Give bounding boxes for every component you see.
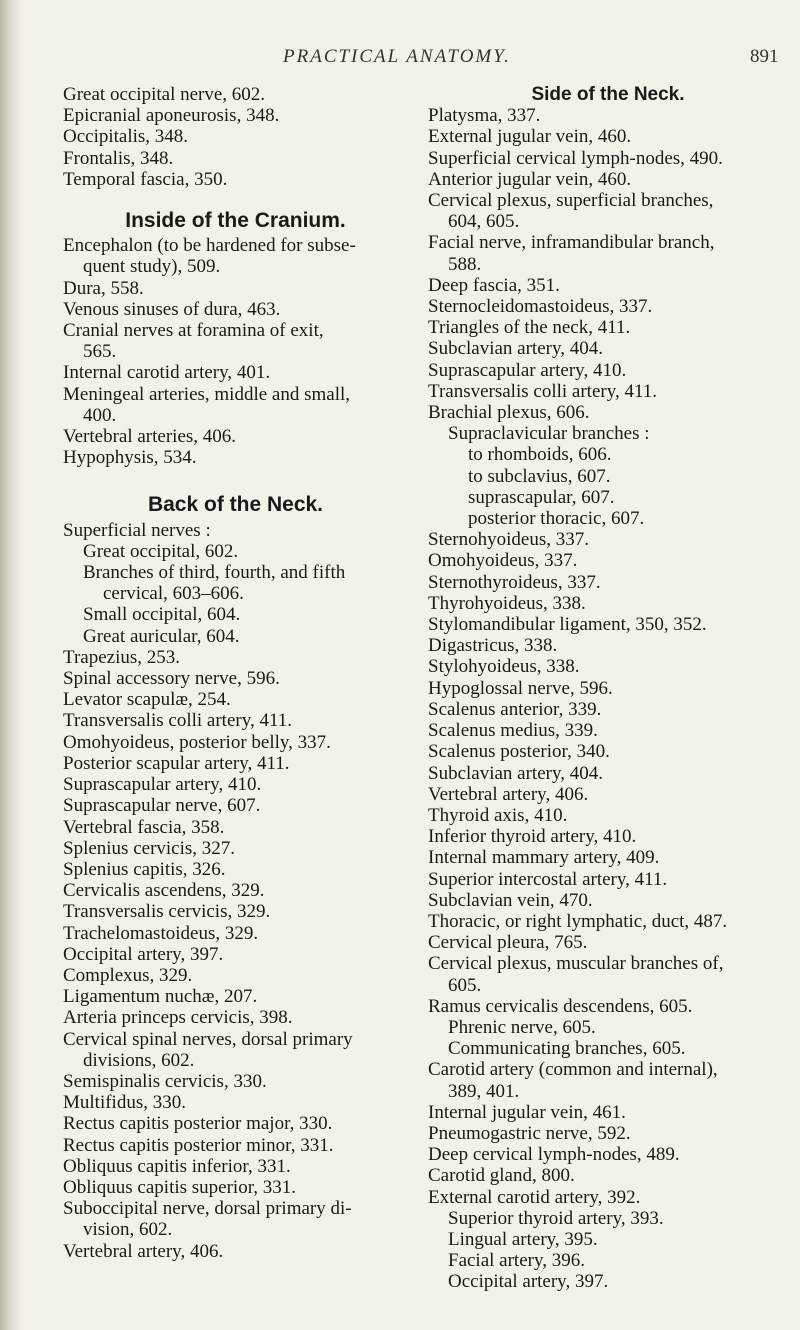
index-entry: Encephalon (to be hardened for subse- — [63, 235, 356, 257]
index-entry: Vertebral arteries, 406. — [63, 426, 237, 448]
index-entry: 565. — [83, 341, 117, 363]
index-entry: Superior intercostal artery, 411. — [428, 868, 668, 890]
index-entry: External carotid artery, 392. — [428, 1186, 641, 1208]
index-entry: Communicating branches, 605. — [448, 1038, 686, 1060]
index-entry: Inferior thyroid artery, 410. — [428, 826, 637, 848]
index-entry: Ligamentum nuchæ, 207. — [63, 986, 258, 1008]
index-entry: Great auricular, 604. — [83, 625, 240, 647]
index-entry: Omohyoideus, 337. — [428, 550, 578, 572]
index-entry: Complexus, 329. — [63, 964, 193, 986]
index-entry: Venous sinuses of dura, 463. — [63, 298, 281, 320]
index-entry: Occipital artery, 397. — [448, 1271, 609, 1293]
index-entry: Suprascapular artery, 410. — [428, 359, 627, 381]
index-entry: Semispinalis cervicis, 330. — [63, 1070, 267, 1092]
index-entry: Suprascapular nerve, 607. — [63, 795, 261, 817]
index-entry: to subclavius, 607. — [468, 465, 611, 487]
index-entry: Splenius capitis, 326. — [63, 858, 226, 880]
index-entry: to rhomboids, 606. — [468, 444, 612, 466]
index-entry: Great occipital nerve, 602. — [63, 84, 266, 105]
index-entry: Great occipital, 602. — [83, 540, 239, 562]
index-entry: Thyroid axis, 410. — [428, 804, 568, 826]
page-number: 891 — [750, 46, 779, 67]
index-entry: Sternohyoideus, 337. — [428, 529, 589, 551]
index-entry: Pneumogastric nerve, 592. — [428, 1122, 631, 1144]
index-entry: External jugular vein, 460. — [428, 126, 632, 148]
left-block-cranium — [63, 235, 408, 468]
index-entry: Internal jugular vein, 461. — [428, 1101, 626, 1123]
index-entry: Subclavian vein, 470. — [428, 889, 593, 911]
index-entry: Anterior jugular vein, 460. — [428, 168, 632, 190]
index-entry: Brachial plexus, 606. — [428, 402, 590, 424]
index-entry: Digastricus, 338. — [428, 635, 558, 657]
index-entry: Thyrohyoideus, 338. — [428, 592, 586, 614]
index-entry: 604, 605. — [448, 211, 520, 233]
index-entry: Hypophysis, 534. — [63, 447, 197, 469]
index-entry: Platysma, 337. — [428, 105, 541, 127]
index-entry: Levator scapulæ, 254. — [63, 689, 231, 711]
index-entry: quent study), 509. — [83, 256, 221, 278]
index-entry: Dura, 558. — [63, 277, 144, 299]
index-entry: Rectus capitis posterior minor, 331. — [63, 1134, 334, 1156]
index-entry: Branches of third, fourth, and fifth — [83, 562, 346, 584]
index-entry: Stylohyoideus, 338. — [428, 656, 580, 678]
index-entry: Scalenus medius, 339. — [428, 720, 598, 742]
index-entry: Transversalis colli artery, 411. — [428, 380, 658, 402]
left-block-back-neck — [63, 520, 408, 1262]
heading-side-of-neck: Side of the Neck. — [531, 84, 685, 105]
index-entry: 389, 401. — [448, 1080, 520, 1102]
index-entry: Obliquus capitis inferior, 331. — [63, 1155, 291, 1177]
index-entry: Suprascapular artery, 410. — [63, 774, 262, 796]
index-entry: Subclavian artery, 404. — [428, 762, 603, 784]
index-entry: Internal mammary artery, 409. — [428, 847, 660, 869]
index-entry: Cervicalis ascendens, 329. — [63, 880, 265, 902]
index-entry: Superficial nerves : — [63, 519, 211, 541]
index-entry: Superficial cervical lymph-nodes, 490. — [428, 147, 723, 169]
index-entry: Thoracic, or right lymphatic, duct, 487. — [428, 910, 728, 932]
index-entry: vision, 602. — [83, 1219, 173, 1241]
heading-inside-cranium: Inside of the Cranium. — [125, 209, 346, 233]
index-entry: Cranial nerves at foramina of exit, — [63, 320, 324, 342]
index-entry: Omohyoideus, posterior belly, 337. — [63, 731, 331, 753]
index-entry: Frontalis, 348. — [63, 147, 174, 169]
index-entry: Spinal accessory nerve, 596. — [63, 668, 280, 690]
index-entry: Arteria princeps cervicis, 398. — [63, 1007, 293, 1029]
index-entry: Rectus capitis posterior major, 330. — [63, 1113, 333, 1135]
index-entry: Sternothyroideus, 337. — [428, 571, 601, 593]
index-entry: Deep fascia, 351. — [428, 274, 560, 296]
index-entry: Internal carotid artery, 401. — [63, 362, 271, 384]
index-entry: Splenius cervicis, 327. — [63, 837, 236, 859]
index-entry: Facial nerve, inframandibular branch, — [428, 232, 715, 254]
index-entry: Cervical spinal nerves, dorsal primary — [63, 1028, 353, 1050]
index-entry: Subclavian artery, 404. — [428, 338, 603, 360]
index-entry: Posterior scapular artery, 411. — [63, 752, 290, 774]
index-entry: Cervical pleura, 765. — [428, 932, 588, 954]
right-block-side-neck — [428, 105, 788, 1292]
index-entry: 605. — [448, 974, 482, 996]
index-entry: Cervical plexus, superficial branches, — [428, 190, 714, 212]
index-entry: Vertebral artery, 406. — [63, 1240, 224, 1262]
index-entry: 400. — [83, 404, 117, 426]
index-entry: Vertebral fascia, 358. — [63, 816, 225, 838]
index-entry: Phrenic nerve, 605. — [448, 1016, 596, 1038]
page-header — [0, 46, 800, 74]
index-entry: Transversalis cervicis, 329. — [63, 901, 271, 923]
index-entry: Hypoglossal nerve, 596. — [428, 677, 613, 699]
index-entry: Lingual artery, 395. — [448, 1228, 598, 1250]
index-entry: Occipital artery, 397. — [63, 943, 224, 965]
index-entry: Stylomandibular ligament, 350, 352. — [428, 614, 707, 636]
page-binding-edge — [0, 0, 22, 1330]
index-entry: Facial artery, 396. — [448, 1250, 585, 1272]
index-entry: posterior thoracic, 607. — [468, 508, 645, 530]
index-entry: Superior thyroid artery, 393. — [448, 1207, 664, 1229]
index-entry: 588. — [448, 253, 482, 275]
index-entry: Ramus cervicalis descendens, 605. — [428, 995, 693, 1017]
index-entry: Epicranial aponeurosis, 348. — [63, 105, 280, 127]
index-entry: suprascapular, 607. — [468, 486, 615, 508]
index-entry: Occipitalis, 348. — [63, 126, 189, 148]
index-entry: Cervical plexus, muscular branches of, — [428, 953, 724, 975]
index-entry: Vertebral artery, 406. — [428, 783, 589, 805]
index-entry: Scalenus posterior, 340. — [428, 741, 610, 763]
index-entry: cervical, 603–606. — [103, 583, 244, 605]
heading-back-of-neck: Back of the Neck. — [147, 493, 324, 517]
index-entry: Carotid gland, 800. — [428, 1165, 575, 1187]
index-entry: Supraclavicular branches : — [448, 423, 650, 445]
right-column — [428, 84, 788, 1293]
index-entry: Trapezius, 253. — [63, 646, 180, 668]
index-entry: Small occipital, 604. — [83, 604, 241, 626]
index-entry: Deep cervical lymph-nodes, 489. — [428, 1144, 680, 1166]
index-entry: divisions, 602. — [83, 1049, 195, 1071]
index-entry: Trachelomastoideus, 329. — [63, 922, 259, 944]
index-entry: Multifidus, 330. — [63, 1092, 186, 1114]
index-entry: Triangles of the neck, 411. — [428, 317, 631, 339]
index-entry: Suboccipital nerve, dorsal primary di- — [63, 1198, 352, 1220]
index-entry: Meningeal arteries, middle and small, — [63, 383, 351, 405]
index-entry: Scalenus anterior, 339. — [428, 698, 602, 720]
left-block-scalp — [63, 84, 408, 190]
index-entry: Carotid artery (common and internal), — [428, 1059, 718, 1081]
index-entry: Sternocleidomastoideus, 337. — [428, 296, 653, 318]
running-title: PRACTICAL ANATOMY. — [283, 46, 511, 67]
index-entry: Temporal fascia, 350. — [63, 168, 228, 190]
left-column — [63, 84, 408, 1262]
index-entry: Transversalis colli artery, 411. — [63, 710, 293, 732]
index-entry: Obliquus capitis superior, 331. — [63, 1176, 297, 1198]
